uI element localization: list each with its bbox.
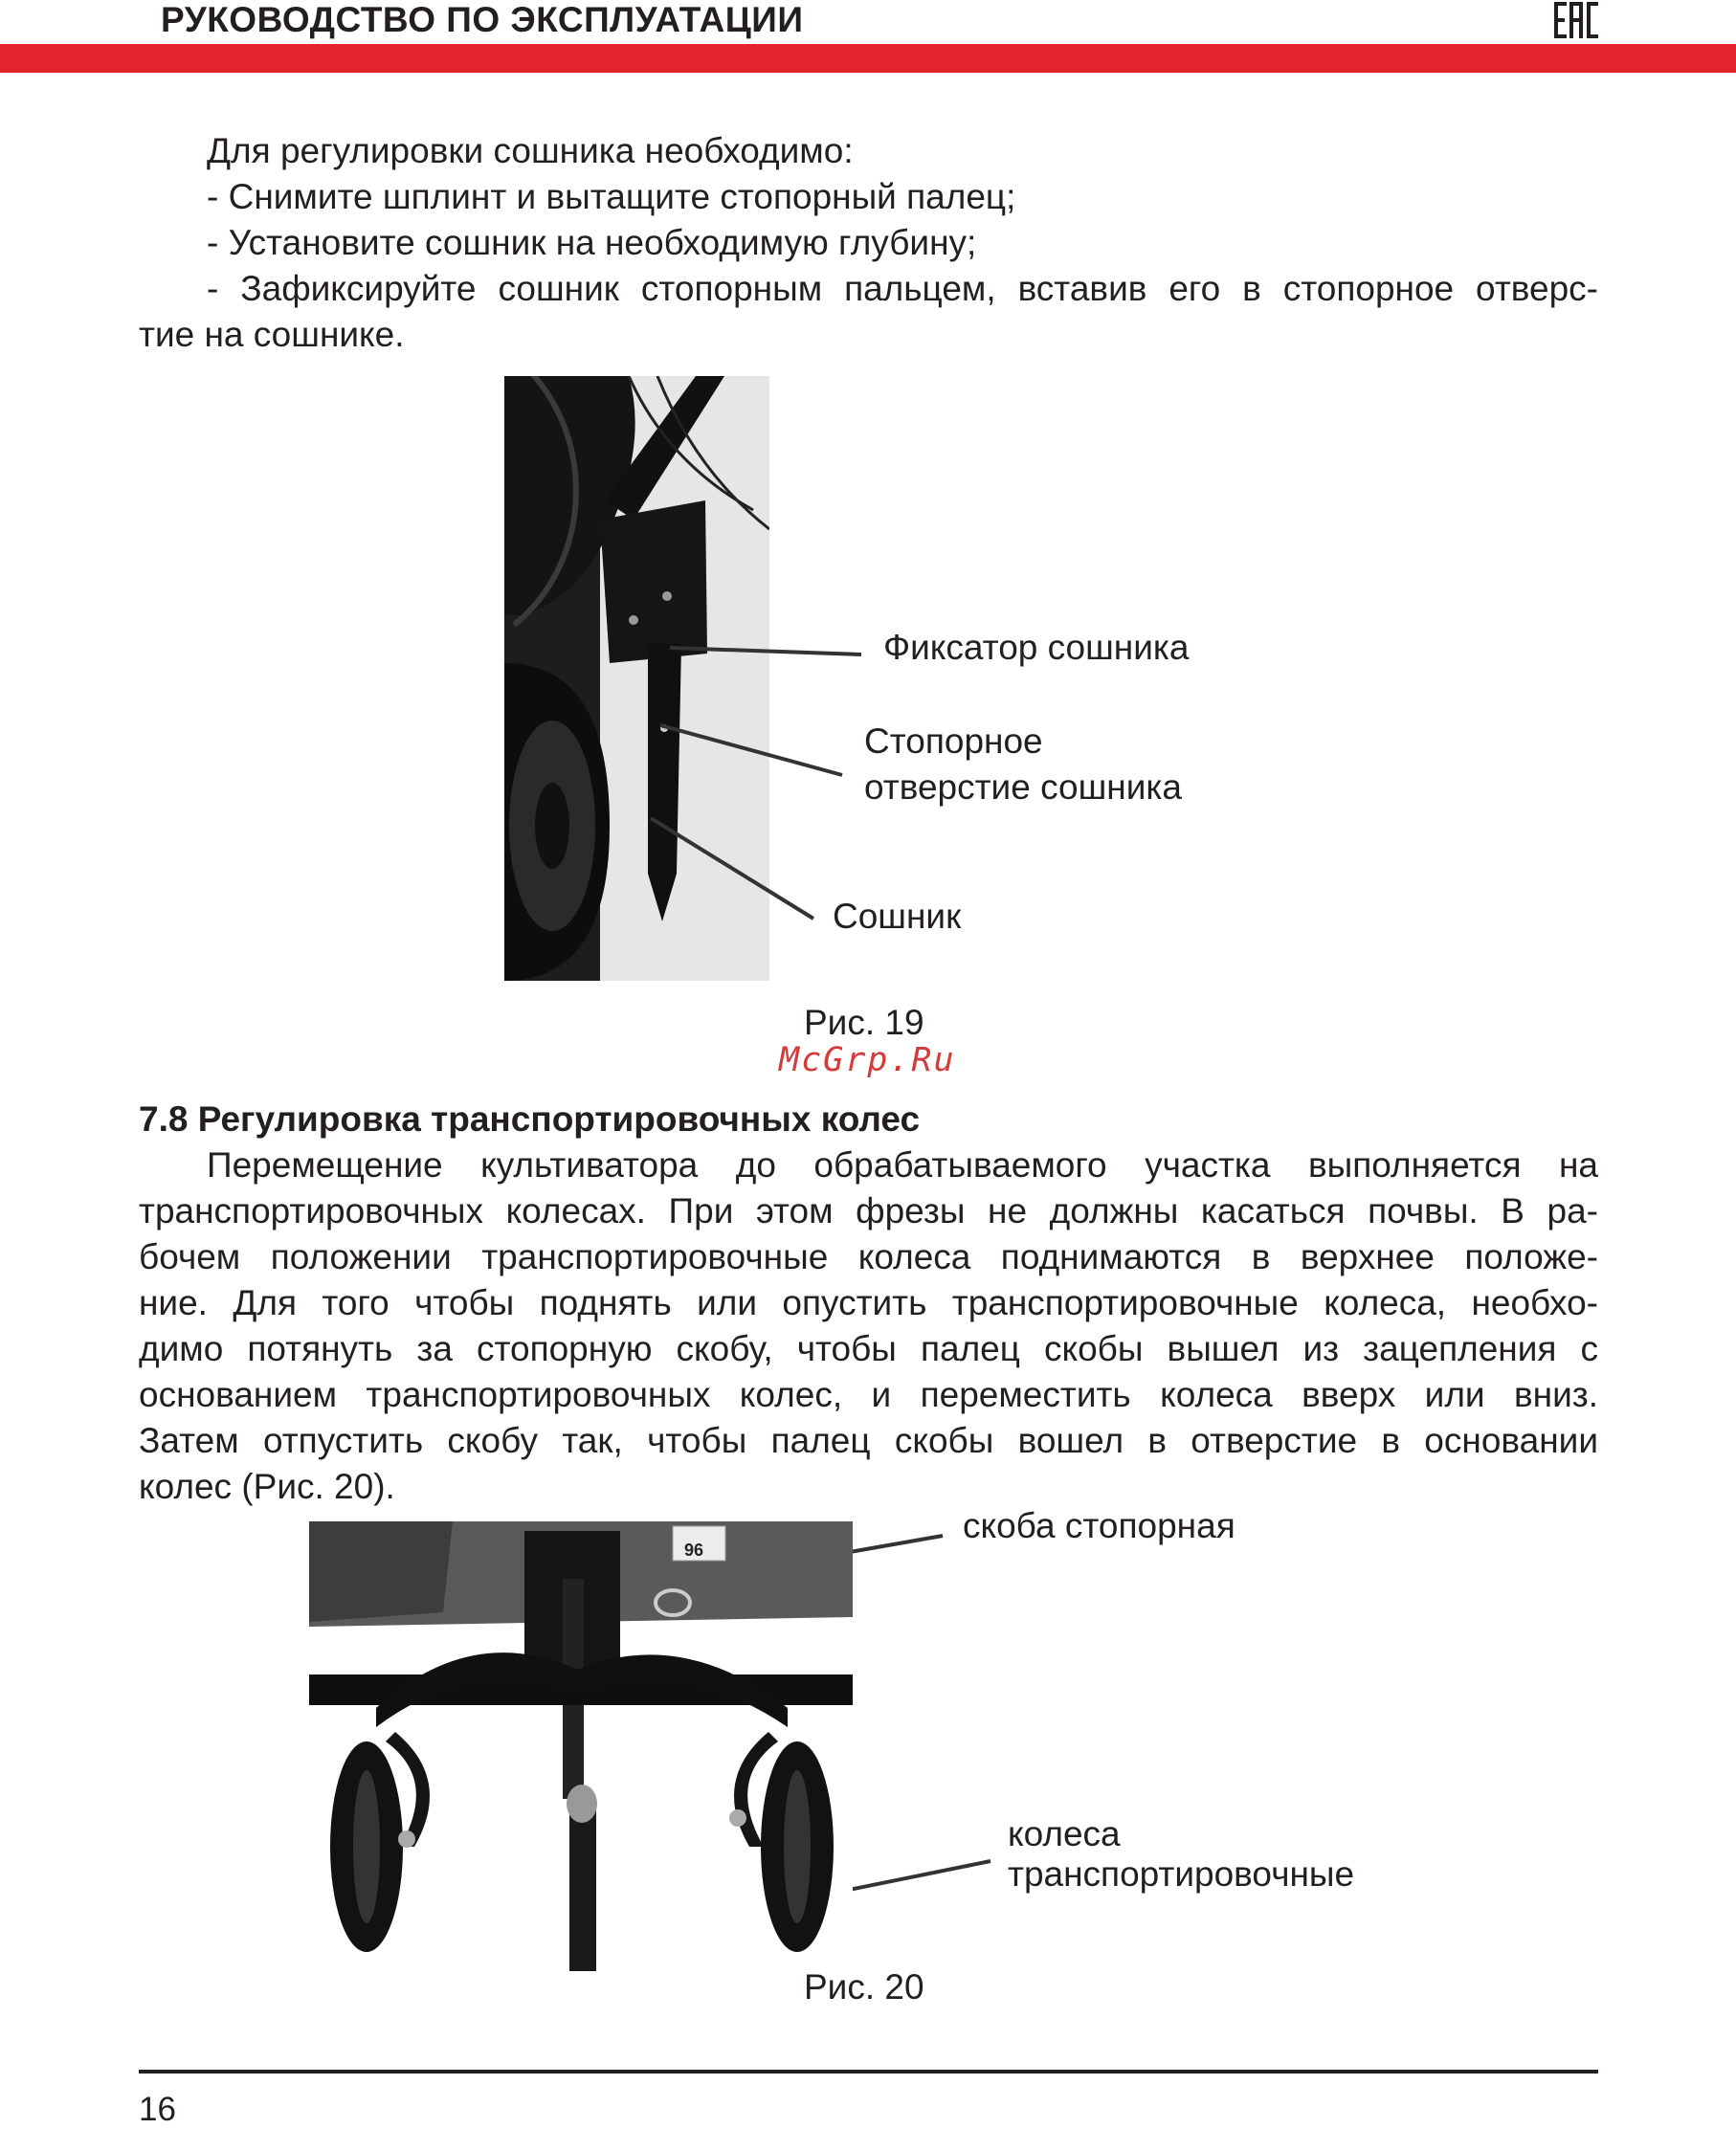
section-line: Перемещение культиватора до обрабатываемого участка выполняется на <box>207 1145 1598 1185</box>
footer-rule <box>139 2070 1598 2074</box>
intro-step-3-cont: тие на сошнике. <box>139 315 405 354</box>
label-bracket: скоба стопорная <box>963 1506 1235 1545</box>
label-hole-2: отверстие сошника <box>864 767 1182 807</box>
leader-fixer <box>670 648 861 654</box>
intro-step-3: - Зафиксируйте сошник стопорным пальцем, вставив его в стопорное отверс- <box>207 269 1598 308</box>
section-line: ние. Для того чтобы поднять или опустить транспортировочные колеса, необхо- <box>139 1283 1598 1322</box>
leader-coulter <box>651 818 813 919</box>
section-line: основанием транспортировочных колес, и переместить колеса вверх или вниз. <box>139 1375 1598 1414</box>
label-fixer: Фиксатор сошника <box>883 628 1190 667</box>
section-line: Затем отпустить скобу так, чтобы палец скобы вошел в отверстие в основании <box>139 1421 1598 1460</box>
watermark: McGrp.Ru <box>779 1041 956 1079</box>
intro-step-2: - Установите сошник на необходимую глубину; <box>207 223 977 262</box>
figure-20-caption: Рис. 20 <box>804 1967 924 2007</box>
header-title: РУКОВОДСТВО ПО ЭКСПЛУАТАЦИИ <box>161 0 804 39</box>
section-body <box>139 1142 1598 1510</box>
intro-lead: Для регулировки сошника необходимо: <box>207 131 854 170</box>
leader-hole <box>660 725 842 775</box>
label-wheels-2: транспортировочные <box>1008 1854 1355 1894</box>
label-hole-1: Стопорное <box>864 721 1043 761</box>
section-line: димо потянуть за стопорную скобу, чтобы палец скобы вышел из зацепления с <box>139 1329 1598 1368</box>
sticker-text: 96 <box>684 1541 704 1560</box>
section-line: бочем положении транспортировочные колеса поднимаются в верхнее положе- <box>139 1237 1598 1276</box>
section-line: транспортировочных колесах. При этом фрезы не должны касаться почвы. В ра- <box>139 1191 1598 1231</box>
figure-20-photo <box>309 1521 853 1971</box>
label-wheels-1: колеса <box>1008 1814 1121 1853</box>
intro-step-1: - Снимите шплинт и вытащите стопорный палец; <box>207 177 1016 216</box>
section-title: 7.8 Регулировка транспортировочных колес <box>139 1099 921 1139</box>
page-number: 16 <box>139 2091 176 2128</box>
label-coulter: Сошник <box>833 897 962 936</box>
figure-19-caption: Рис. 19 <box>804 1003 924 1042</box>
section-line-last: колес (Рис. 20). <box>139 1467 395 1506</box>
